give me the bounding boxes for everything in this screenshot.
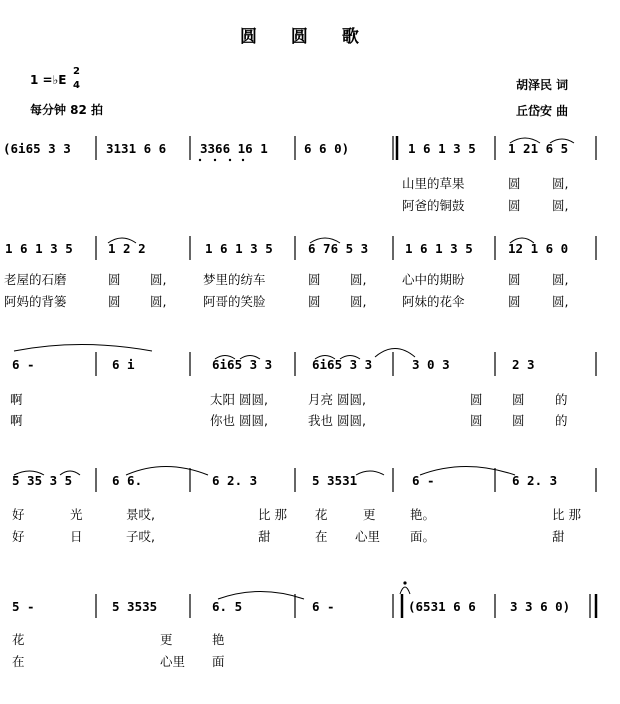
system2-lyric2-b: 圆 (108, 294, 121, 309)
system2-lyric1-c: 圆, (150, 272, 167, 287)
system3-lyric2-b: 你也 圆圆, (210, 413, 268, 428)
system1-measure2: 3131 6 6 (106, 141, 167, 156)
system2-lyric1-h: 圆 (508, 272, 521, 287)
system4-lyric1-e: 花 (315, 507, 328, 522)
system2-lyric1-a: 老屋的石磨 (4, 272, 67, 287)
system4-lyric1-f: 更 (363, 507, 376, 522)
lyricist-credit: 胡泽民 词 (516, 78, 569, 92)
system2-measure2: 1 2 2 (108, 241, 146, 256)
system1-lyric1-b: 圆 (508, 176, 521, 191)
system4-measure2: 6 6. (112, 473, 143, 488)
system1-lyric1-a: 山里的草果 (402, 176, 465, 191)
time-signature-bottom: 4 (73, 80, 80, 91)
system4-lyric2-g: 面。 (410, 529, 436, 544)
system5-lyric2-a: 在 (12, 654, 25, 669)
system4-lyric2-d: 甜 (258, 529, 271, 544)
system2-measure6: 12 1 6 0 (508, 241, 569, 256)
system3-lyric2-c: 我也 圆圆, (308, 413, 366, 428)
system2-lyric2-h: 圆 (508, 294, 521, 309)
system5-measure5: (6531 6 6 (408, 599, 476, 614)
tempo-marking: 每分钟 82 拍 (30, 103, 104, 117)
system2-measure1: 1 6 1 3 5 (5, 241, 73, 256)
system4-lyric1-g: 艳。 (410, 507, 436, 522)
system5-measure1: 5 - (12, 599, 35, 614)
system3-lyric1-a: 啊 (10, 392, 23, 407)
system4-measure3: 6 2. 3 (212, 473, 258, 488)
system3-measure5: 3 0 3 (412, 357, 450, 372)
system3-measure6: 2 3 (512, 357, 535, 372)
system4-measure5: 6 - (412, 473, 435, 488)
system4-measure1: 5 35 3 5 (12, 473, 73, 488)
system5-lyric1-a: 花 (12, 632, 25, 647)
system1-measure5: 1 6 1 3 5 (408, 141, 476, 156)
system1-measure6: 1 21 6 5 (508, 141, 569, 156)
system4-lyric1-d: 比 那 (258, 507, 287, 522)
system2-lyric1-f: 圆, (350, 272, 367, 287)
time-signature-top: 2 (73, 66, 80, 77)
system2-measure3: 1 6 1 3 5 (205, 241, 273, 256)
system1-lyric1-c: 圆, (552, 176, 569, 191)
system3-lyric2-f: 的 (555, 413, 568, 428)
system4-lyric2-c: 子哎, (126, 529, 155, 544)
system5-lyric2-b: 心里 (160, 654, 186, 669)
system4-measure4: 5 3531 (312, 473, 358, 488)
song-title: 圆 圆 歌 (240, 27, 373, 47)
system4-lyric2-f: 心里 (355, 529, 381, 544)
system2-lyric2-c: 圆, (150, 294, 167, 309)
system3-lyric1-d: 圆 (470, 392, 483, 407)
system4-measure6: 6 2. 3 (512, 473, 558, 488)
system3-lyric1-e: 圆 (512, 392, 525, 407)
system5-measure4: 6 - (312, 599, 335, 614)
system2-lyric2-i: 圆, (552, 294, 569, 309)
system1-lyric2-c: 圆, (552, 198, 569, 213)
composer-credit: 丘岱安 曲 (516, 104, 569, 118)
system2-lyric1-d: 梦里的纺车 (203, 272, 266, 287)
system3-lyric1-b: 太阳 圆圆, (210, 392, 268, 407)
system3-lyric1-c: 月亮 圆圆, (308, 392, 366, 407)
system4-lyric1-a: 好 (12, 507, 25, 522)
system4-lyric2-h: 甜 (552, 529, 565, 544)
system5-lyric2-c: 面 (212, 654, 225, 669)
system5-lyric1-c: 艳 (212, 632, 225, 647)
system2-lyric1-e: 圆 (308, 272, 321, 287)
system3-measure4: 6i65 3 3 (312, 357, 373, 372)
system3-lyric2-e: 圆 (512, 413, 525, 428)
system5-lyric1-b: 更 (160, 632, 173, 647)
system5-measure3: 6. 5 (212, 599, 243, 614)
system5-measure6: 3 3 6 0) (510, 599, 571, 614)
system4-lyric2-b: 日 (70, 529, 83, 544)
system3-lyric2-a: 啊 (10, 413, 23, 428)
system4-lyric1-c: 景哎, (126, 507, 155, 522)
system4-lyric1-b: 光 (70, 507, 83, 522)
system3-lyric1-f: 的 (555, 392, 568, 407)
system2-lyric2-g: 阿妹的花伞 (402, 294, 465, 309)
system2-lyric2-f: 圆, (350, 294, 367, 309)
system2-lyric1-g: 心中的期盼 (402, 272, 465, 287)
system4-lyric2-a: 好 (12, 529, 25, 544)
system2-lyric1-b: 圆 (108, 272, 121, 287)
system3-measure3: 6i65 3 3 (212, 357, 273, 372)
system1-measure3: 3366 16 1 (200, 141, 268, 156)
system2-lyric2-d: 阿哥的笑脸 (203, 294, 266, 309)
system2-lyric1-i: 圆, (552, 272, 569, 287)
system2-lyric2-e: 圆 (308, 294, 321, 309)
system2-measure5: 1 6 1 3 5 (405, 241, 473, 256)
system1-measure1: (6i65 3 3 (3, 141, 71, 156)
system4-lyric2-e: 在 (315, 529, 328, 544)
system1-measure4: 6 6 0) (304, 141, 350, 156)
system3-measure1: 6 - (12, 357, 35, 372)
system4-lyric1-h: 比 那 (552, 507, 581, 522)
system1-lyric2-b: 圆 (508, 198, 521, 213)
system3-measure2: 6 i (112, 357, 135, 372)
key-signature: 1 =♭E (30, 73, 67, 87)
system2-measure4: 6 76 5 3 (308, 241, 369, 256)
system5-measure2: 5 3535 (112, 599, 158, 614)
system1-lyric2-a: 阿爸的铜鼓 (402, 198, 465, 213)
system2-lyric2-a: 阿妈的背篓 (4, 294, 67, 309)
system3-lyric2-d: 圆 (470, 413, 483, 428)
